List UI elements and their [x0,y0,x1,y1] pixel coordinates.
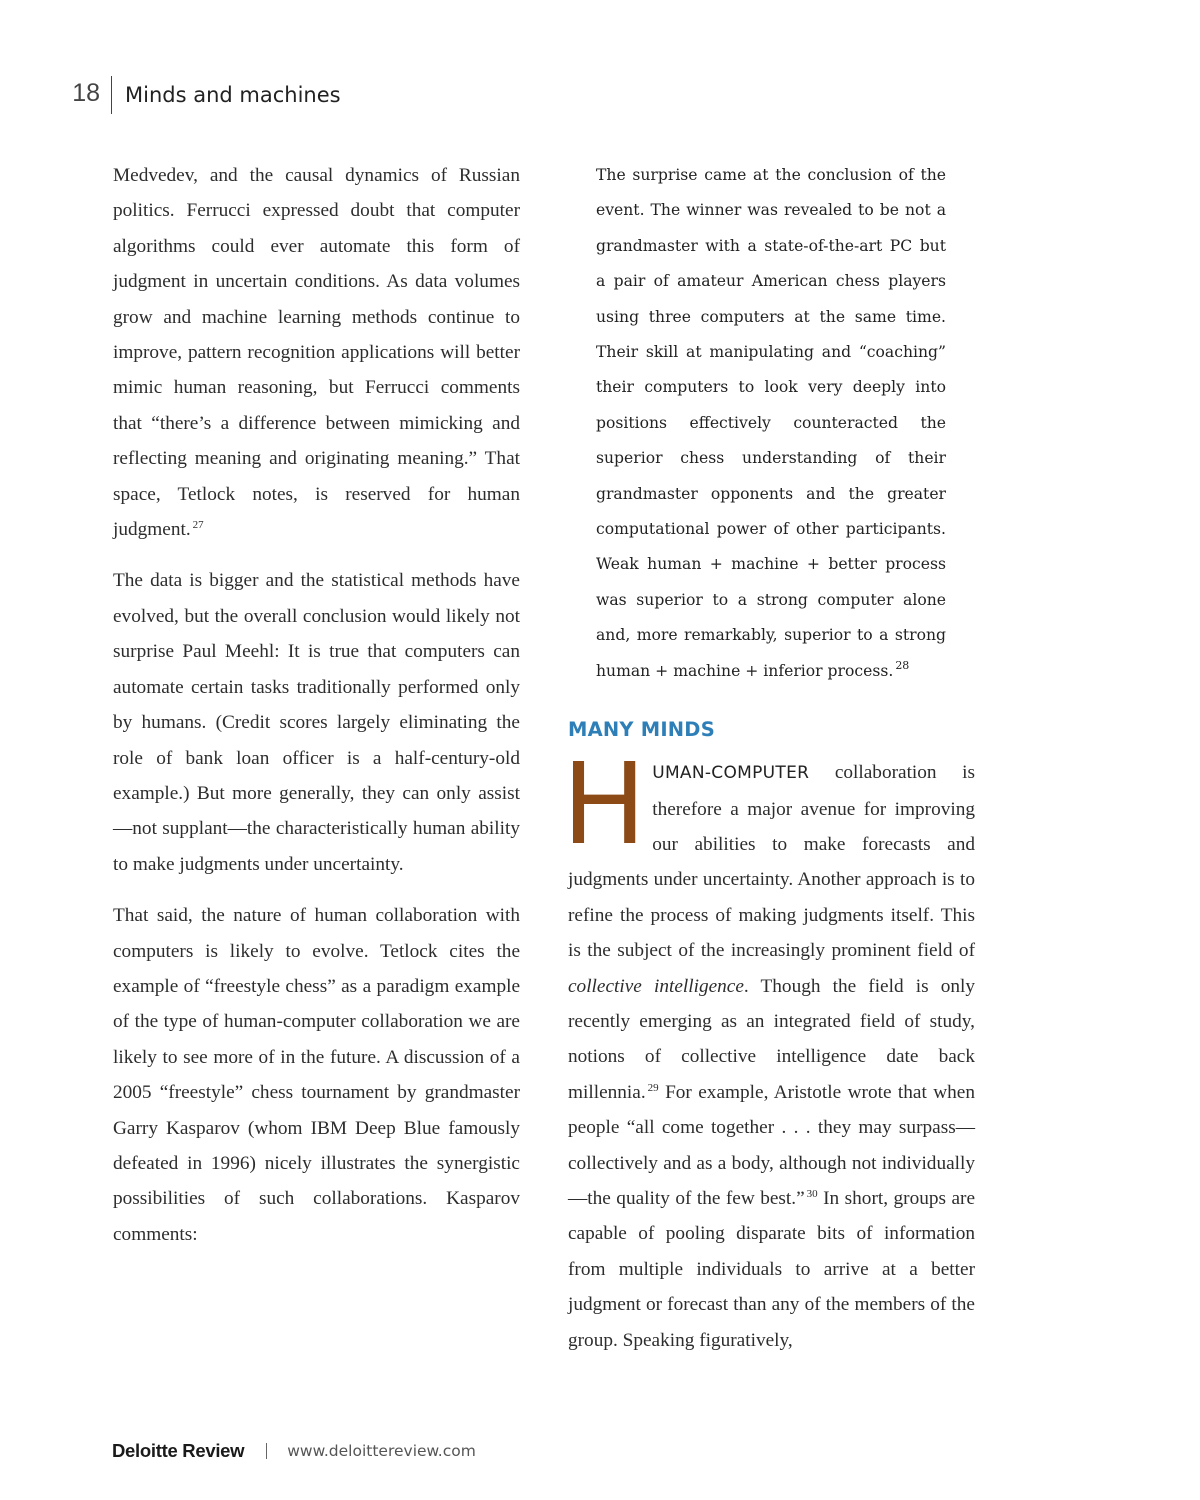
section-heading-many-minds: MANY MINDS [568,718,715,742]
paragraph-text-d: In short, groups are capable of pooling disparate bits of information from multiple individuals to arrive at a better judgment or forecast than any of the members of the group. Speaking figuratively, [568,1187,975,1351]
header-divider [111,76,112,114]
running-title: Minds and machines [125,83,341,107]
paragraph-meehl: The data is bigger and the statistical methods have evolved, but the overall conclusion would likely not surprise Paul Meehl: It is true that computers can automate certain tasks traditionally performed only by humans. (Credit scores largely eliminating the role of bank loan officer is a half-century-old example.) But more generally, they can only assist—not supplant—the characteristically human ability to make judgments under uncertainty. [113,570,520,875]
paragraph-text-b: . Though the field is only recently emerging as an integrated field of study, notions of collective intelligence date back millennia. [568,975,975,1103]
footer-divider [266,1443,267,1459]
footnote-ref-27: 27 [192,519,204,532]
footnote-ref-29: 29 [647,1081,659,1094]
kasparov-block-quote [596,158,946,689]
quote-text: The surprise came at the conclusion of the event. The winner was revealed to be not a grandmaster with a state-of-the-art PC but a pair of amateur American chess players using three computers at the same time. Their skill at manipulating and “coaching” their computers to look very deeply into positions effectively counteracted the superior chess understanding of their grandmaster opponents and the greater computational power of other participants. Weak human + machine + better process was superior to a strong computer alone and, more remarkably, superior to a strong human + machine + inferior process. [596,166,946,680]
brand-logo-text: Deloitte Review [112,1440,245,1461]
many-minds-paragraph [562,740,975,1358]
footnote-ref-30: 30 [806,1187,818,1200]
page-footer [112,1440,476,1470]
paragraph-text: Medvedev, and the causal dynamics of Russian politics. Ferrucci expressed doubt that computer algorithms could ever automate this form of judgment in uncertain conditions. As data volumes grow and machine learning methods continue to improve, pattern recognition applications will better mimic human reasoning, but Ferrucci comments that “there’s a difference between mimicking and reflecting meaning and originating meaning.” That space, Tetlock notes, is reserved for human judgment. [113,165,520,541]
right-column [562,158,975,1358]
left-column [113,158,520,1252]
website-url[interactable]: www.deloittereview.com [287,1442,476,1460]
page-number: 18 [72,79,100,107]
drop-cap-letter: H [562,740,647,871]
paragraph-text-c: For example, Aristotle wrote that when people “all come together . . . they may surpass—collectively and as a body, although not individually—the quality of the few best.” [568,1081,975,1209]
paragraph-ferrucci [113,158,520,547]
paragraph-freestyle-chess: That said, the nature of human collaboration with computers is likely to evolve. Tetlock cites the example of “freestyle chess” as a paradigm example of the type of human-computer collaboration we are likely to see more of in the future. A discussion of a 2005 “freestyle” chess tournament by grandmaster Garry Kasparov (whom IBM Deep Blue famously defeated in 1996) nicely illustrates the synergistic possibilities of such collaborations. Kasparov comments: [113,905,520,1245]
footnote-ref-28: 28 [895,658,910,672]
paragraph-text-a: collaboration is therefore a major avenue for improving our abilities to make forecasts and judgments under uncertainty. Another approach is to refine the process of making judgments itself. This is the subject of the increasingly prominent field of [568,762,975,962]
lead-in-caps: UMAN-COMPUTER [652,763,810,784]
collective-intelligence-term: collective intelligence [568,975,744,997]
